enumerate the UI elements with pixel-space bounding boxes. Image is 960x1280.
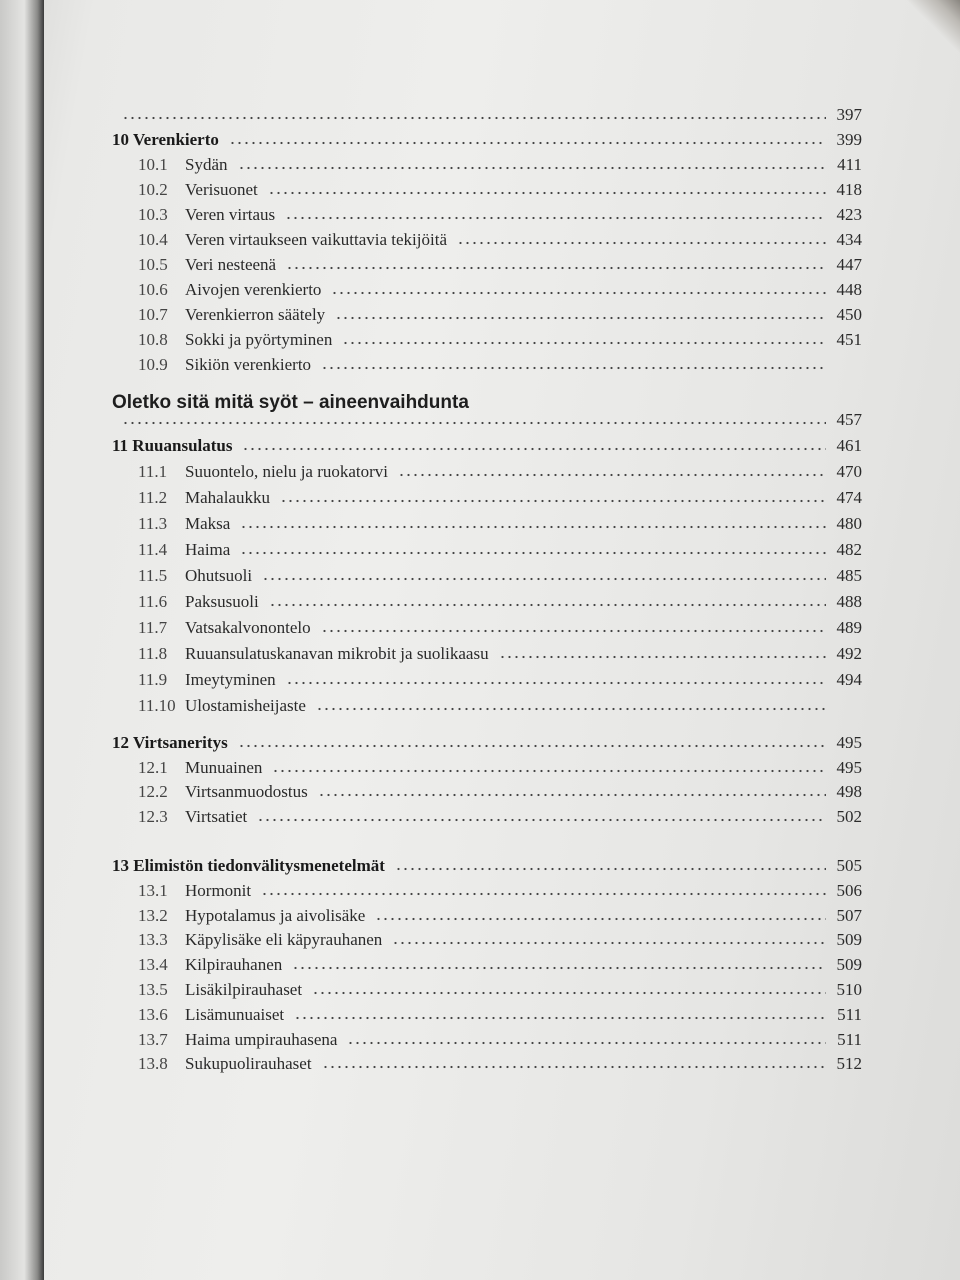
page-number: 399 bbox=[836, 130, 862, 149]
entry-number: 13.5 bbox=[138, 979, 168, 999]
toc-chapter-row bbox=[112, 436, 862, 462]
dot-leader bbox=[238, 744, 826, 748]
entry-title: Imeytyminen bbox=[185, 670, 276, 689]
entry-title: 13 Elimistön tiedonvälitysmenetelmät bbox=[112, 856, 385, 875]
entry-number: 12.2 bbox=[138, 782, 168, 801]
dot-leader bbox=[257, 818, 826, 822]
dot-leader bbox=[122, 421, 826, 425]
entry-title: Sydän bbox=[185, 155, 228, 174]
entry-number: 10.6 bbox=[138, 280, 168, 299]
page-number: 509 bbox=[836, 955, 862, 975]
toc-entry-row bbox=[112, 1030, 862, 1055]
page-number: 448 bbox=[836, 280, 862, 299]
dot-leader bbox=[318, 793, 826, 797]
page-number: 474 bbox=[836, 488, 862, 507]
entry-title: Käpylisäke eli käpyrauhanen bbox=[185, 930, 383, 950]
page-number: 489 bbox=[836, 618, 862, 637]
entry-number: 13.3 bbox=[138, 930, 168, 950]
entry-title: Virtsatiet bbox=[185, 806, 248, 826]
entry-title: 12 Virtsaneritys bbox=[112, 733, 228, 752]
entry-number: 11.3 bbox=[138, 514, 168, 533]
entry-title: Aivojen verenkierto bbox=[185, 280, 322, 299]
toc-entry-row bbox=[112, 280, 862, 305]
dot-leader bbox=[242, 447, 826, 451]
toc-block-chapter-11 bbox=[112, 410, 862, 722]
entry-number: 11.4 bbox=[138, 540, 168, 559]
entry-title: Vatsakalvonontelo bbox=[185, 618, 311, 637]
entry-title: Ulostamisheijaste bbox=[185, 696, 306, 715]
toc-entry-row bbox=[112, 462, 862, 488]
entry-title: Hypotalamus ja aivolisäke bbox=[185, 905, 366, 925]
dot-leader bbox=[395, 867, 826, 871]
page-number: 510 bbox=[836, 979, 862, 999]
page-number: 411 bbox=[837, 155, 862, 174]
toc-entry-row bbox=[112, 1054, 862, 1079]
dot-leader bbox=[280, 499, 826, 503]
dot-leader bbox=[294, 1016, 826, 1020]
page-number: 461 bbox=[836, 436, 862, 455]
toc-entry-row bbox=[112, 758, 862, 783]
entry-title: 11 Ruuansulatus bbox=[112, 436, 233, 455]
entry-title: Ruuansulatuskanavan mikrobit ja suolikaasu bbox=[185, 644, 489, 663]
entry-number: 11.1 bbox=[138, 462, 168, 481]
entry-title: Veren virtaus bbox=[185, 205, 276, 224]
toc-entry-row bbox=[112, 155, 862, 180]
toc-entry-row bbox=[112, 514, 862, 540]
page-number: 495 bbox=[836, 733, 862, 752]
dot-leader bbox=[499, 655, 826, 659]
adjacent-page-edge bbox=[0, 0, 44, 1280]
page-number: 511 bbox=[837, 1029, 862, 1049]
entry-number: 11.10 bbox=[138, 696, 176, 715]
page-corner-shadow bbox=[900, 0, 960, 60]
page-number: 488 bbox=[836, 592, 862, 611]
toc-chapter-row bbox=[112, 130, 862, 155]
entry-title: Virtsanmuodostus bbox=[185, 782, 308, 801]
page-number: 434 bbox=[836, 230, 862, 249]
page-number: 447 bbox=[836, 255, 862, 274]
entry-number: 10.2 bbox=[138, 180, 168, 199]
dot-leader bbox=[335, 316, 826, 320]
entry-number: 10.3 bbox=[138, 205, 168, 224]
entry-title: Paksusuoli bbox=[185, 592, 259, 611]
dot-leader bbox=[457, 241, 826, 245]
page-number: 494 bbox=[836, 670, 862, 689]
page-number: 485 bbox=[836, 566, 862, 585]
page-number: 482 bbox=[836, 540, 862, 559]
page-number: 505 bbox=[836, 856, 862, 875]
dot-leader bbox=[240, 525, 826, 529]
toc-entry-row bbox=[112, 330, 862, 355]
entry-number: 10.9 bbox=[138, 355, 168, 374]
toc-entry-row bbox=[112, 205, 862, 230]
toc-entry-row bbox=[112, 955, 862, 980]
toc-entry-row bbox=[112, 696, 862, 722]
toc-entry-row bbox=[112, 980, 862, 1005]
dot-leader bbox=[122, 116, 826, 120]
toc-block-chapter-12 bbox=[112, 733, 862, 831]
dot-leader bbox=[398, 473, 826, 477]
toc-entry-row bbox=[112, 670, 862, 696]
dot-leader bbox=[261, 892, 826, 896]
toc-entry-row bbox=[112, 930, 862, 955]
toc-chapter-row bbox=[112, 410, 862, 436]
toc-entry-row bbox=[112, 540, 862, 566]
entry-number: 12.1 bbox=[138, 757, 168, 777]
toc-entry-row bbox=[112, 488, 862, 514]
entry-number: 10.7 bbox=[138, 305, 168, 324]
page-number: 507 bbox=[836, 905, 862, 925]
entry-title: Maksa bbox=[185, 514, 231, 533]
section-heading: Oletko sitä mitä syöt – aineenvaihdunta bbox=[112, 392, 469, 413]
entry-title: Lisämunuaiset bbox=[185, 1004, 285, 1024]
toc-entry-row bbox=[112, 305, 862, 330]
dot-leader bbox=[322, 1065, 826, 1069]
toc-block-chapter-10 bbox=[112, 105, 862, 380]
toc-entry-row bbox=[112, 1005, 862, 1030]
dot-leader bbox=[268, 191, 826, 195]
toc-entry-row bbox=[112, 881, 862, 906]
entry-number: 11.9 bbox=[138, 670, 168, 689]
dot-leader bbox=[286, 266, 826, 270]
entry-number: 13.8 bbox=[138, 1054, 168, 1074]
page-number: 492 bbox=[836, 644, 862, 663]
toc-chapter-row bbox=[112, 856, 862, 881]
entry-title: Sikiön verenkierto bbox=[185, 355, 312, 374]
toc-entry-row bbox=[112, 255, 862, 280]
entry-title: Ohutsuoli bbox=[185, 566, 253, 585]
entry-title: Lisäkilpirauhaset bbox=[185, 979, 303, 999]
entry-number: 13.7 bbox=[138, 1029, 168, 1049]
entry-title: Sukupuolirauhaset bbox=[185, 1054, 312, 1074]
dot-leader bbox=[312, 991, 826, 995]
entry-number: 11.5 bbox=[138, 566, 168, 585]
page-number: 509 bbox=[836, 930, 862, 950]
dot-leader bbox=[262, 577, 826, 581]
page-number: 506 bbox=[836, 880, 862, 900]
toc-block-chapter-13 bbox=[112, 856, 862, 1079]
dot-leader bbox=[285, 216, 826, 220]
page-number: 470 bbox=[836, 462, 862, 481]
dot-leader bbox=[269, 603, 826, 607]
dot-leader bbox=[375, 917, 826, 921]
entry-number: 13.4 bbox=[138, 955, 168, 975]
toc-chapter-row bbox=[112, 105, 862, 130]
toc-entry-row bbox=[112, 782, 862, 807]
entry-title: Suuontelo, nielu ja ruokatorvi bbox=[185, 462, 389, 481]
entry-title: Verisuonet bbox=[185, 180, 258, 199]
entry-number: 11.8 bbox=[138, 644, 168, 663]
toc-entry-row bbox=[112, 566, 862, 592]
page-number: 397 bbox=[836, 105, 862, 124]
dot-leader bbox=[229, 141, 826, 145]
toc-entry-row bbox=[112, 230, 862, 255]
toc-entry-row bbox=[112, 644, 862, 670]
toc-entry-row bbox=[112, 355, 862, 380]
page-number: 495 bbox=[836, 757, 862, 777]
entry-title: Haima bbox=[185, 540, 231, 559]
dot-leader bbox=[240, 551, 826, 555]
dot-leader bbox=[321, 629, 826, 633]
entry-number: 11.6 bbox=[138, 592, 168, 611]
entry-title: Haima umpirauhasena bbox=[185, 1029, 338, 1049]
entry-number: 12.3 bbox=[138, 806, 168, 826]
page-number: 502 bbox=[836, 806, 862, 826]
dot-leader bbox=[392, 941, 826, 945]
toc-entry-row bbox=[112, 592, 862, 618]
entry-number: 13.6 bbox=[138, 1004, 168, 1024]
entry-title: 10 Verenkierto bbox=[112, 130, 219, 149]
entry-number: 13.2 bbox=[138, 905, 168, 925]
toc-entry-row bbox=[112, 618, 862, 644]
entry-title: Verenkierron säätely bbox=[185, 305, 326, 324]
dot-leader bbox=[342, 341, 826, 345]
toc-entry-row bbox=[112, 807, 862, 832]
dot-leader bbox=[238, 166, 827, 170]
entry-number: 10.1 bbox=[138, 155, 168, 174]
page-number: 451 bbox=[836, 330, 862, 349]
dot-leader bbox=[331, 291, 826, 295]
toc-entry-row bbox=[112, 906, 862, 931]
entry-title: Mahalaukku bbox=[185, 488, 270, 507]
page-number: 480 bbox=[836, 514, 862, 533]
entry-title: Sokki ja pyörtyminen bbox=[185, 330, 333, 349]
entry-title: Hormonit bbox=[185, 880, 252, 900]
dot-leader bbox=[316, 707, 826, 711]
entry-title: Veri nesteenä bbox=[185, 255, 277, 274]
toc-chapter-row bbox=[112, 733, 862, 758]
page-number: 511 bbox=[837, 1004, 862, 1024]
entry-number: 11.2 bbox=[138, 488, 168, 507]
entry-title: Veren virtaukseen vaikuttavia tekijöitä bbox=[185, 230, 447, 249]
entry-number: 11.7 bbox=[138, 618, 168, 637]
entry-number: 10.5 bbox=[138, 255, 168, 274]
dot-leader bbox=[321, 366, 826, 370]
page-number: 418 bbox=[836, 180, 862, 199]
dot-leader bbox=[286, 681, 826, 685]
entry-number: 10.8 bbox=[138, 330, 168, 349]
entry-number: 10.4 bbox=[138, 230, 168, 249]
dot-leader bbox=[292, 966, 826, 970]
page-number: 498 bbox=[836, 782, 862, 801]
page-number: 457 bbox=[836, 410, 862, 429]
entry-title: Munuainen bbox=[185, 757, 263, 777]
entry-title: Kilpirauhanen bbox=[185, 955, 283, 975]
dot-leader bbox=[272, 769, 826, 773]
toc-entry-row bbox=[112, 180, 862, 205]
page-number: 423 bbox=[836, 205, 862, 224]
dot-leader bbox=[347, 1041, 826, 1045]
page-number: 450 bbox=[836, 305, 862, 324]
page-number: 512 bbox=[836, 1054, 862, 1074]
entry-number: 13.1 bbox=[138, 880, 168, 900]
